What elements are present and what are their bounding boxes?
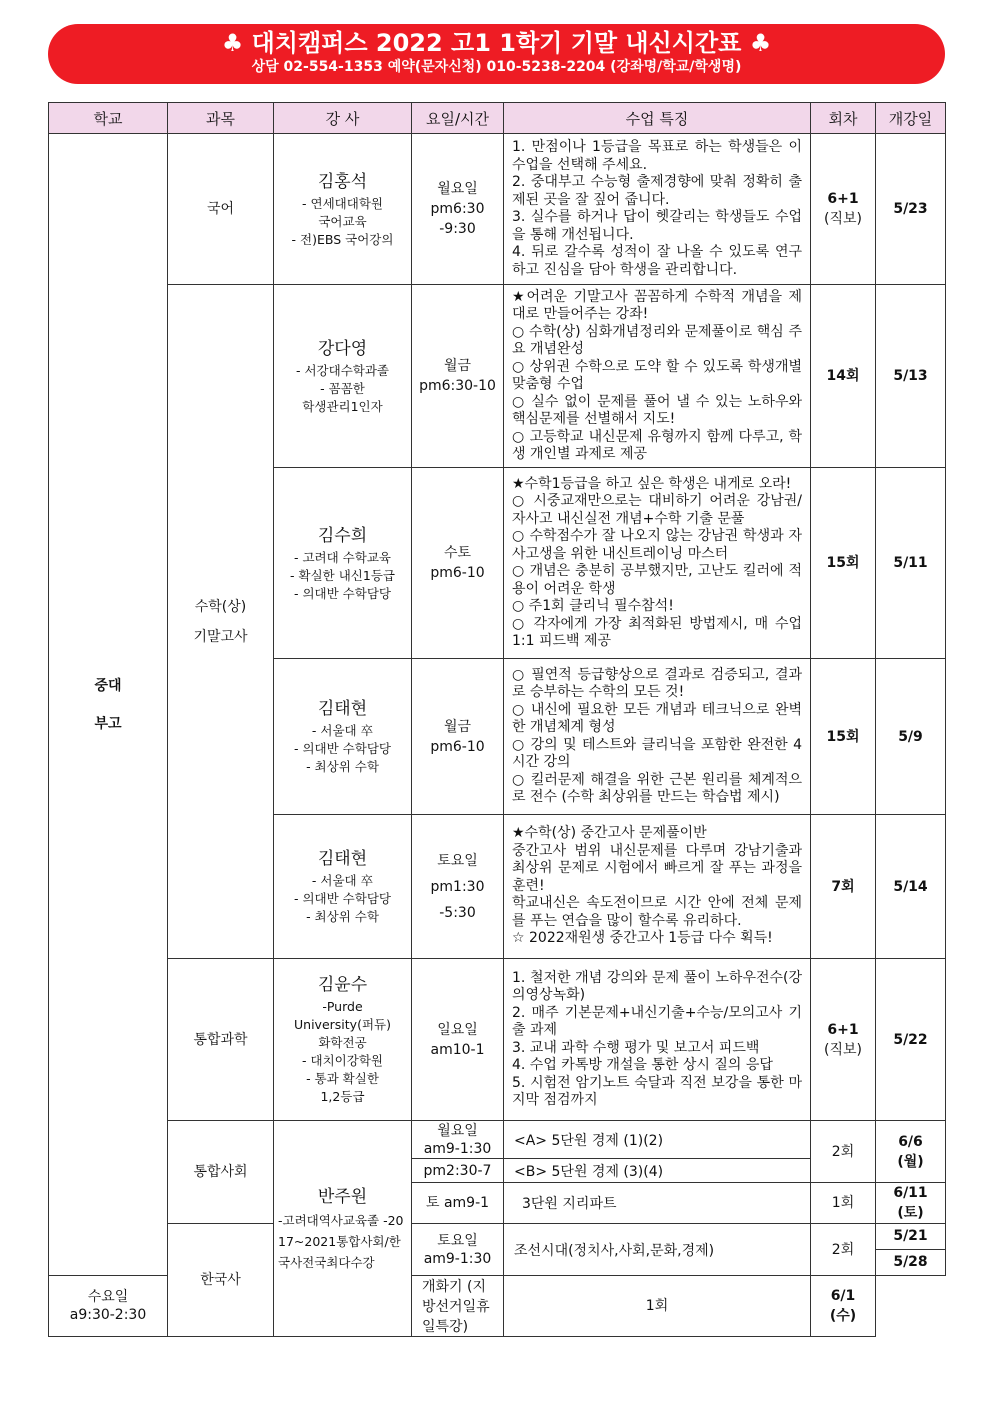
feature-line: ○ 필연적 등급향상으로 결과로 검증되고, 결과로 승부하는 수학의 모든 것! bbox=[512, 666, 802, 700]
time-cell: 토 am9-1 bbox=[412, 1183, 504, 1224]
time-text: 토요일 bbox=[437, 852, 478, 869]
feature-line: ★어려운 기말고사 꼼꼼하게 수학적 개념을 제대로 만들어주는 강좌! bbox=[512, 288, 802, 322]
teacher-desc: 1,2등급 bbox=[320, 1089, 365, 1104]
table-row bbox=[49, 1121, 946, 1159]
feature-line: ○ 강의 및 테스트와 클리닉을 포함한 완전한 4시간 강의 bbox=[512, 736, 802, 770]
teacher-cell bbox=[274, 959, 412, 1121]
time-cell bbox=[412, 468, 504, 659]
table-row bbox=[49, 134, 946, 285]
start-date-cell: 5/9 bbox=[876, 659, 946, 815]
feature-line: ○ 고등학교 내신문제 유형까지 함께 다루고, 학생 개인별 과제로 제공 bbox=[512, 428, 802, 462]
teacher-name: 김태현 bbox=[317, 699, 368, 719]
start-date-cell bbox=[811, 1276, 876, 1337]
feature-line: ○ 내신에 필요한 모든 개념과 테크닉으로 완벽한 개념체계 형성 bbox=[512, 701, 802, 735]
feature-cell: 3단원 지리파트 bbox=[504, 1183, 811, 1224]
teacher-desc: - 최상위 수학 bbox=[306, 759, 379, 774]
start-date: 5/28 bbox=[893, 1254, 928, 1270]
time-text: am10-1 bbox=[430, 1041, 485, 1058]
time-text: 토요일 bbox=[437, 1232, 478, 1249]
start-date-cell: 5/22 bbox=[876, 959, 946, 1121]
count-cell: 14회 bbox=[811, 285, 876, 468]
subject-name: 수학(상) bbox=[194, 598, 247, 615]
feature-line: ○ 수학점수가 잘 나오지 않는 강남권 학생과 자사고생을 위한 내신트레이닝 마스터 bbox=[512, 528, 802, 562]
teacher-desc: - 확실한 내신1등급 bbox=[290, 567, 395, 583]
feature-line: ○ 상위권 수학으로 도약 할 수 있도록 학생개별 맞춤형 수업 bbox=[512, 358, 802, 392]
subject-cell bbox=[168, 285, 274, 959]
teacher-desc: - 서울대 卒 bbox=[311, 873, 374, 888]
teacher-desc: - 의대반 수학담당 bbox=[294, 585, 391, 601]
column-header: 개강일 bbox=[876, 103, 946, 134]
teacher-desc: - 연세대대학원 bbox=[302, 195, 383, 211]
time-text: 수토 bbox=[443, 545, 472, 561]
column-header: 수업 특징 bbox=[504, 103, 811, 134]
teacher-cell bbox=[274, 1121, 412, 1337]
feature-line: ○ 수학(상) 심화개념정리와 문제풀이로 핵심 주요 개념완성 bbox=[512, 323, 802, 357]
time-cell bbox=[412, 815, 504, 959]
teacher-desc: - 최상위 수학 bbox=[306, 909, 379, 924]
count-cell: 2회 bbox=[811, 1121, 876, 1183]
feature-cell: <B> 5단원 경제 (3)(4) bbox=[504, 1159, 811, 1183]
start-date-cell: 5/23 bbox=[876, 134, 946, 285]
teacher-desc: -고려대역사교육졸 -2017~2021통합사회/한국사전국최다수강 bbox=[278, 1212, 404, 1270]
subject-cell bbox=[168, 959, 274, 1121]
teacher-desc: - 대치이강학원 bbox=[302, 1053, 383, 1068]
school-name-line: 부고 bbox=[94, 715, 122, 732]
feature-line: ○ 킬러문제 해결을 위한 근본 원리를 체계적으로 전수 (수학 최상위를 만드는 학습법 제시) bbox=[512, 771, 802, 805]
start-date-cell bbox=[876, 1121, 946, 1183]
start-date-cell: 5/13 bbox=[876, 285, 946, 468]
teacher-name: 김수희 bbox=[317, 525, 368, 546]
start-date-cell: 5/14 bbox=[876, 815, 946, 959]
time-text: 월요일 bbox=[437, 181, 478, 197]
feature-line: ☆ 2022재원생 중간고사 1등급 다수 획득! bbox=[512, 930, 773, 947]
subject-cell: 한국사 bbox=[168, 1224, 274, 1337]
feature-cell bbox=[504, 815, 811, 959]
feature-line: 1. 철저한 개념 강의와 문제 풀이 노하우전수(강의영상녹화) bbox=[512, 969, 802, 1003]
count-cell bbox=[811, 959, 876, 1121]
start-date: 6/11 bbox=[893, 1185, 928, 1201]
feature-cell bbox=[504, 659, 811, 815]
column-header: 요일/시간 bbox=[412, 103, 504, 134]
teacher-name: 김홍석 bbox=[317, 171, 368, 192]
feature-line: 학교내신은 속도전이므로 시간 안에 전체 문제를 푸는 연습을 많이 할수록 유리하다. bbox=[512, 895, 802, 929]
teacher-name: 김태현 bbox=[317, 849, 368, 869]
teacher-name: 반주원 bbox=[317, 1186, 368, 1207]
time-text: am9-1:30 bbox=[423, 1250, 492, 1267]
feature-line: 4. 뒤로 갈수록 성적이 잘 나올 수 있도록 연구하고 진심을 담아 학생을 관리합니다. bbox=[512, 244, 802, 278]
teacher-name: 김윤수 bbox=[317, 975, 368, 995]
table-row bbox=[49, 959, 946, 1121]
count-cell: 7회 bbox=[811, 815, 876, 959]
time-cell bbox=[412, 285, 504, 468]
start-date-note: (토) bbox=[897, 1205, 924, 1221]
teacher-cell bbox=[274, 134, 412, 285]
school-name-line: 중대 bbox=[94, 677, 122, 694]
start-date: 6/6 bbox=[898, 1133, 923, 1150]
feature-cell bbox=[504, 285, 811, 468]
teacher-desc: - 서강대수학과졸 bbox=[295, 362, 389, 378]
count-cell: 15회 bbox=[811, 468, 876, 659]
start-date-cell: 5/11 bbox=[876, 468, 946, 659]
teacher-desc: -Purde bbox=[322, 999, 363, 1014]
teacher-desc: 국어교육 bbox=[318, 213, 367, 229]
teacher-desc: - 의대반 수학담당 bbox=[294, 891, 391, 906]
time-text: pm6:30 bbox=[430, 201, 485, 217]
feature-line: 4. 수업 카톡방 개설을 통한 상시 질의 응답 bbox=[512, 1057, 773, 1073]
teacher-desc: University(퍼듀) bbox=[294, 1017, 391, 1032]
table-row bbox=[49, 1224, 946, 1276]
feature-line: 2. 중대부고 수능형 출제경향에 맞춰 정확히 출제된 곳을 잘 짚어 줍니다. bbox=[512, 174, 802, 208]
feature-line: ○ 각자에게 가장 최적화된 방법제시, 매 수업 1:1 피드백 제공 bbox=[512, 615, 802, 649]
time-text: pm6:30-10 bbox=[419, 378, 496, 394]
feature-line: 2. 매주 기본문제+내신기출+수능/모의고사 기출 과제 bbox=[512, 1004, 802, 1038]
subject-cell: 통합사회 bbox=[168, 1121, 274, 1224]
count-cell: 1회 bbox=[504, 1276, 811, 1337]
feature-line: 3. 실수를 하거나 답이 헷갈리는 학생들도 수업을 통해 개선됩니다. bbox=[512, 209, 802, 243]
column-header: 과목 bbox=[168, 103, 274, 134]
time-text: -9:30 bbox=[439, 221, 476, 237]
time-text: a9:30-2:30 bbox=[69, 1307, 147, 1323]
column-header: 회차 bbox=[811, 103, 876, 134]
feature-cell: 개화기 (지방선거일휴일특강) bbox=[412, 1276, 504, 1337]
count-note: (직보) bbox=[824, 211, 862, 227]
time-text: 수요일 bbox=[87, 1289, 129, 1305]
teacher-desc: - 서울대 卒 bbox=[311, 723, 374, 738]
time-text: pm1:30 bbox=[430, 878, 485, 895]
table-header-row bbox=[49, 103, 946, 134]
feature-line: ○ 시중교재만으로는 대비하기 어려운 강남권/자사고 내신실전 개념+수학 기출 문풀 bbox=[512, 493, 802, 527]
time-text: 월금 bbox=[443, 718, 472, 735]
feature-line: ○ 실수 없이 문제를 풀어 낼 수 있는 노하우와 핵심문제를 선별해서 지도! bbox=[512, 393, 802, 427]
time-cell bbox=[412, 1121, 504, 1159]
subject-name: 국어 bbox=[206, 201, 235, 217]
time-cell bbox=[412, 959, 504, 1121]
teacher-desc: - 고려대 수학교육 bbox=[294, 549, 391, 565]
contact-info: 상담 02-554-1353 예약(문자신청) 010-5238-2204 (강좌명/학교/학생명) bbox=[251, 59, 742, 75]
feature-line: 1. 만점이나 1등급을 목표로 하는 학생들은 이 수업을 선택해 주세요. bbox=[512, 139, 802, 173]
teacher-desc: - 전)EBS 국어강의 bbox=[291, 231, 394, 247]
count-value: 6+1 bbox=[827, 1021, 859, 1038]
table-row bbox=[49, 285, 946, 468]
start-date-note: (수) bbox=[829, 1308, 857, 1324]
count-value: 6+1 bbox=[827, 191, 859, 207]
start-date: 6/1 bbox=[830, 1288, 856, 1304]
time-cell bbox=[412, 1224, 504, 1276]
teacher-desc: - 꼼꼼한 bbox=[320, 380, 365, 396]
time-text: am9-1:30 bbox=[423, 1140, 492, 1157]
start-date-note: (월) bbox=[897, 1153, 924, 1170]
feature-line: ○ 개념은 충분히 공부했지만, 고난도 킬러에 적용이 어려운 학생 bbox=[512, 563, 802, 597]
time-text: 일요일 bbox=[437, 1021, 478, 1038]
time-text: pm6-10 bbox=[430, 738, 485, 755]
feature-line: 중간고사 범위 내신문제를 다루며 강남기출과 최상위 문제로 시험에서 빠르게 잘 푸는 과정을 훈련! bbox=[512, 842, 802, 894]
teacher-cell bbox=[274, 659, 412, 815]
time-cell bbox=[49, 1276, 168, 1337]
feature-cell: 조선시대(정치사,사회,문화,경제) bbox=[504, 1224, 811, 1276]
count-cell: 2회 bbox=[811, 1224, 876, 1276]
feature-line: 3. 교내 과학 수행 평가 및 보고서 피드백 bbox=[512, 1039, 760, 1056]
time-cell: pm2:30-7 bbox=[412, 1159, 504, 1183]
teacher-desc: - 의대반 수학담당 bbox=[294, 741, 391, 756]
feature-cell bbox=[504, 134, 811, 285]
time-text: 월요일 bbox=[437, 1122, 478, 1139]
feature-line: ★수학(상) 중간고사 문제풀이반 bbox=[512, 825, 707, 842]
teacher-name: 강다영 bbox=[317, 338, 368, 359]
time-text: pm6-10 bbox=[430, 565, 485, 581]
teacher-cell bbox=[274, 815, 412, 959]
column-header: 강 사 bbox=[274, 103, 412, 134]
start-date-cell bbox=[876, 1183, 946, 1224]
teacher-cell bbox=[274, 468, 412, 659]
feature-cell bbox=[504, 468, 811, 659]
school-cell bbox=[49, 134, 168, 1276]
title-banner bbox=[48, 24, 945, 84]
teacher-desc: - 통과 확실한 bbox=[306, 1071, 379, 1086]
subject-name: 기말고사 bbox=[193, 628, 248, 645]
teacher-cell bbox=[274, 285, 412, 468]
subject-cell bbox=[168, 134, 274, 285]
teacher-desc: 학생관리1인자 bbox=[302, 398, 383, 414]
time-text: 월금 bbox=[443, 358, 472, 374]
feature-line: 5. 시험전 암기노트 숙달과 직전 보강을 통한 마지막 점검까지 bbox=[512, 1074, 802, 1108]
time-cell bbox=[412, 659, 504, 815]
count-cell: 15회 bbox=[811, 659, 876, 815]
subject-name: 통합과학 bbox=[193, 1031, 248, 1048]
teacher-desc: 화학전공 bbox=[318, 1035, 367, 1050]
feature-cell bbox=[504, 959, 811, 1121]
feature-line: ★수학1등급을 하고 싶은 학생은 내게로 오라! bbox=[512, 475, 792, 492]
count-cell bbox=[811, 134, 876, 285]
page-title: ♣ 대치캠퍼스 2022 고1 1학기 기말 내신시간표 ♣ bbox=[221, 29, 772, 57]
start-date-cell bbox=[876, 1224, 946, 1276]
feature-cell: <A> 5단원 경제 (1)(2) bbox=[504, 1121, 811, 1159]
count-cell: 1회 bbox=[811, 1183, 876, 1224]
start-date: 5/21 bbox=[876, 1224, 945, 1250]
column-header: 학교 bbox=[49, 103, 168, 134]
time-cell bbox=[412, 134, 504, 285]
schedule-table bbox=[48, 102, 946, 1337]
count-note: (직보) bbox=[824, 1041, 862, 1058]
feature-line: ○ 주1회 클리닉 필수참석! bbox=[512, 598, 674, 614]
time-text: -5:30 bbox=[439, 904, 476, 921]
